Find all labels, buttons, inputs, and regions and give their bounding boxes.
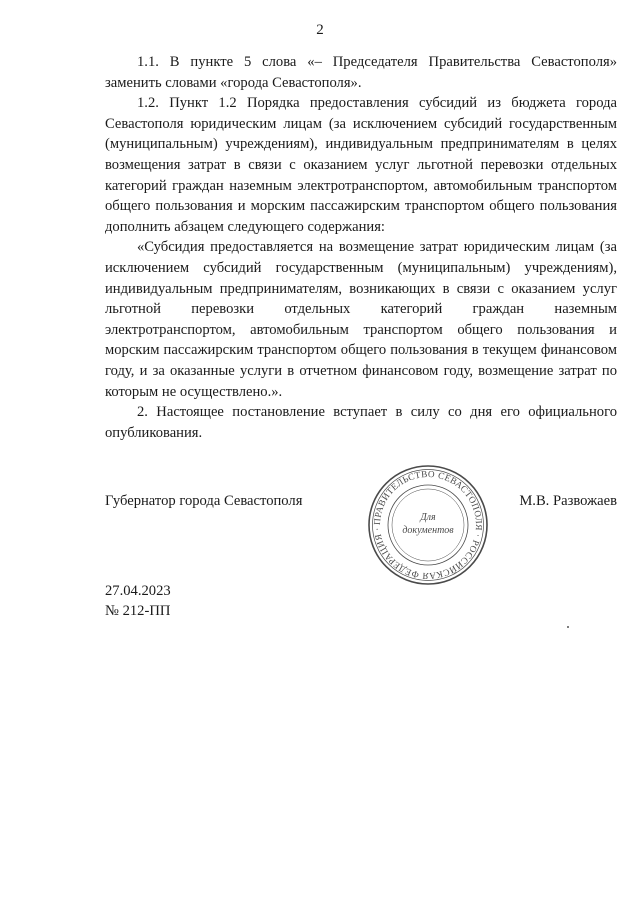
paragraph-1-2: 1.2. Пункт 1.2 Порядка предоставления субсидий из бюджета города Севастополя юридическим лицам (за исключением субсидий государственным (муниципальным) учреждениям), индивидуальным предпринимателям в целях возмещения затрат в связи с оказанием услуг льготной перевозки отдельных категорий граждан наземным электротранспортом, автомобильным транспортом общего пользования и морским пассажирским транспортом общего пользования дополнить абзацем следующего содержания: xyxy=(105,95,617,235)
document-date: 27.04.2023 xyxy=(105,583,171,599)
page-number: 2 xyxy=(316,22,324,38)
document-number: № 212-ПП xyxy=(105,603,171,619)
official-seal-stamp xyxy=(365,462,491,588)
paragraph-1-1: 1.1. В пункте 5 слова «– Председателя Правительства Севастополя» заменить словами «города Севастополя». xyxy=(105,54,617,91)
seal-outer-text: ПРАВИТЕЛЬСТВО СЕВАСТОПОЛЯ · РОССИЙСКАЯ ФЕДЕРАЦИЯ · xyxy=(371,468,485,582)
seal-center-line-2: документов xyxy=(402,525,454,536)
paragraph-quote: «Субсидия предоставляется на возмещение затрат юридическим лицам (за исключением субсидий государственным (муниципальным) учреждениям), индивидуальным предпринимателям, возникающих в связи с оказанием услуг льготной перевозки отдельных категорий граждан наземным электротранспортом, автомобильным транспортом общего пользования и морским пассажирским транспортом общего пользования в текущем финансовом году, и за оказанные услуги в отчетном финансовом году, возмещение затрат по которым не осуществлено.». xyxy=(105,239,617,400)
paragraph-2: 2. Настоящее постановление вступает в силу со дня его официального опубликования. xyxy=(105,404,617,441)
document-date-block xyxy=(105,581,171,621)
document-body xyxy=(105,52,617,443)
scan-speck xyxy=(567,626,569,628)
signatory-name: М.В. Развожаев xyxy=(519,493,617,509)
signatory-position: Губернатор города Севастополя xyxy=(105,493,303,509)
seal-center-line-1: Для xyxy=(420,512,436,523)
